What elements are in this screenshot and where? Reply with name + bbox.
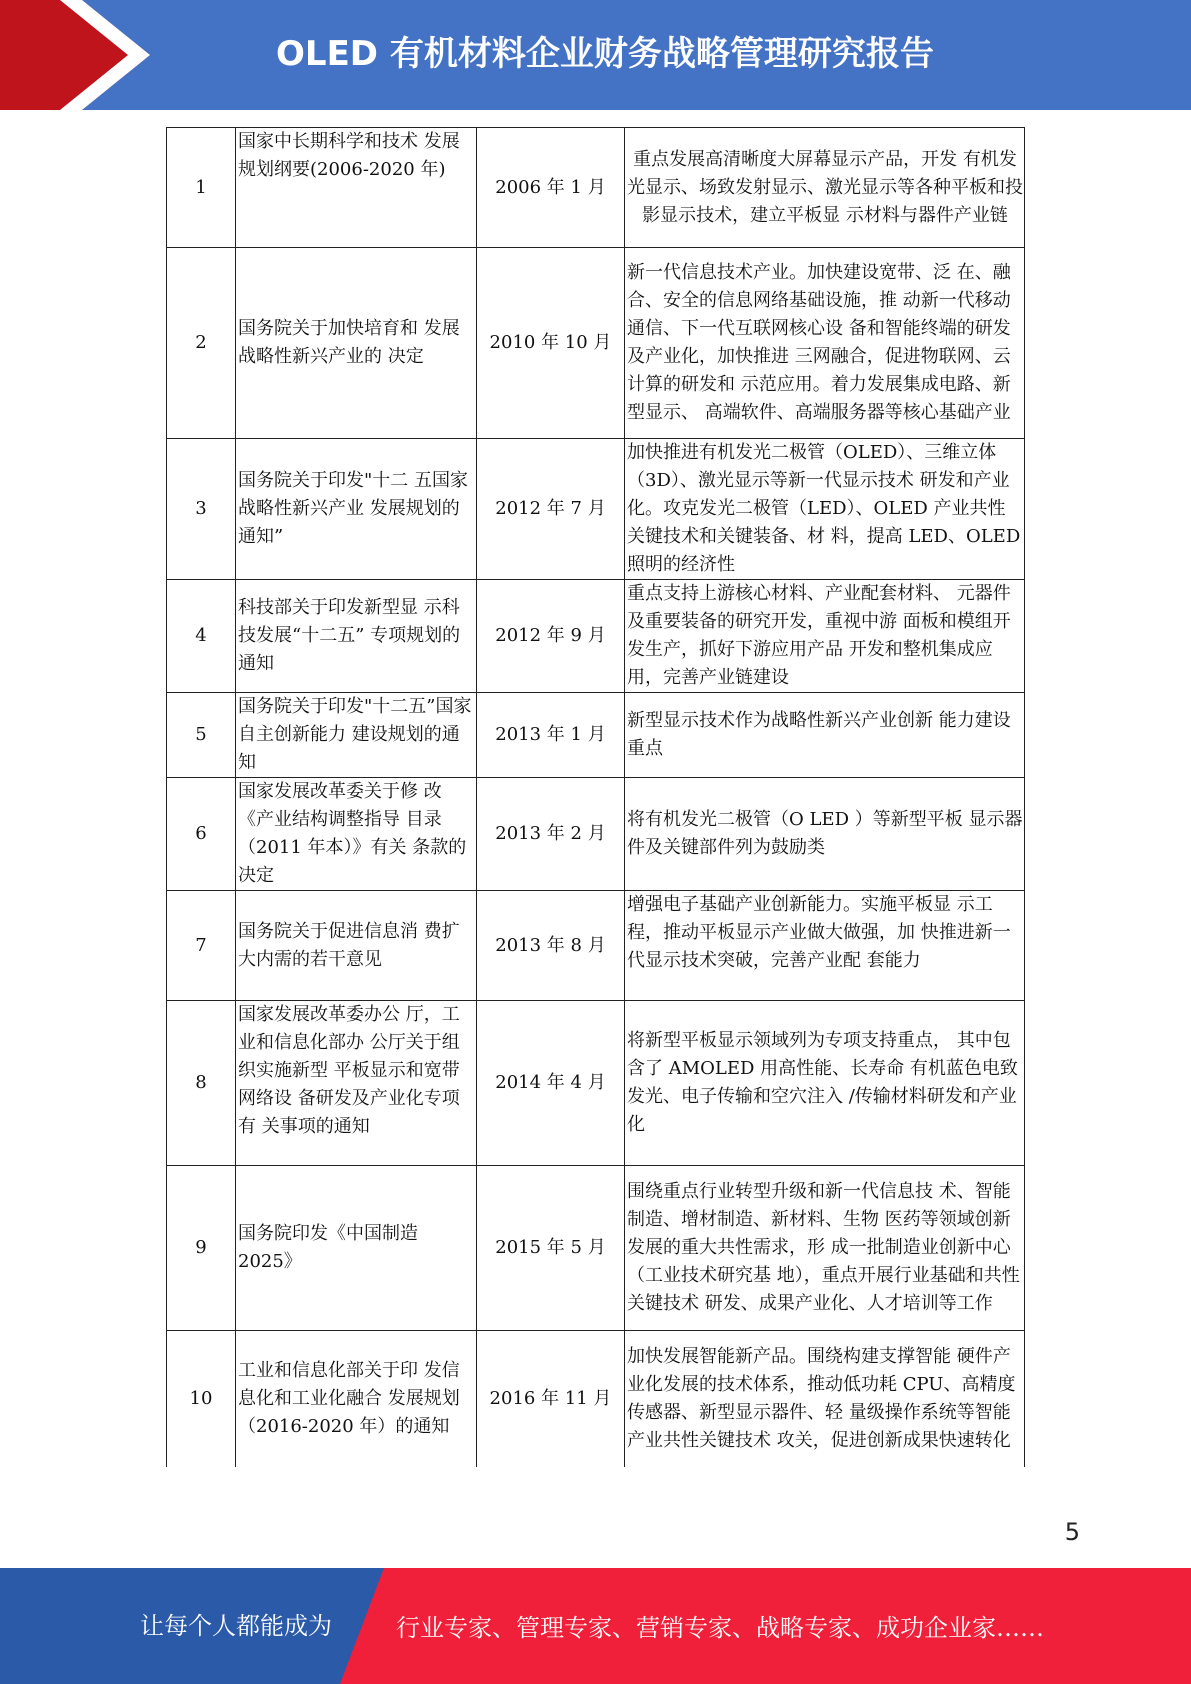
policy-content: 增强电子基础产业创新能力。实施平板显 示工程，推动平板显示产业做大做强，加 快推进新一代显示技术突破，完善产业配 套能力	[625, 891, 1025, 1001]
policy-name: 国务院关于印发"十二五”国家自主创新能力 建设规划的通知	[236, 693, 477, 778]
policy-content: 新型显示技术作为战略性新兴产业创新 能力建设重点	[625, 693, 1025, 778]
policy-name: 国务院关于加快培育和 发展战略性新兴产业的 决定	[236, 248, 477, 439]
table-row	[167, 778, 1025, 891]
policy-content: 将有机发光二极管（O LED ）等新型平板 显示器件及关键部件列为鼓励类	[625, 778, 1025, 891]
issue-date: 2013 年 8 月	[477, 891, 625, 1001]
table-row	[167, 891, 1025, 1001]
policy-content: 将新型平板显示领域列为专项支持重点， 其中包含了 AMOLED 用高性能、长寿命 有机蓝色电致发光、电子传输和空穴注入 /传输材料研发和产业化	[625, 1001, 1025, 1166]
policy-name: 国家发展改革委关于修 改《产业结构调整指导 目录（2011 年本）》有关 条款的决定	[236, 778, 477, 891]
policy-content: 围绕重点行业转型升级和新一代信息技 术、智能制造、增材制造、新材料、生物 医药等领域创新发展的重大共性需求，形 成一批制造业创新中心（工业技术研究基 地），重点开展行业基础和共性关键技术 研发、成果产业化、人才培训等工作	[625, 1166, 1025, 1331]
policy-table	[166, 127, 1025, 1467]
issue-date: 2010 年 10 月	[477, 248, 625, 439]
table-row	[167, 439, 1025, 580]
policy-content: 重点支持上游核心材料、产业配套材料、 元器件及重要装备的研究开发，重视中游 面板和模组开发生产，抓好下游应用产品 开发和整机集成应用，完善产业链建设	[625, 580, 1025, 693]
row-number: 1	[167, 128, 236, 248]
row-number: 4	[167, 580, 236, 693]
table-row	[167, 1001, 1025, 1166]
issue-date: 2016 年 11 月	[477, 1331, 625, 1467]
issue-date: 2006 年 1 月	[477, 128, 625, 248]
policy-content: 加快发展智能新产品。围绕构建支撑智能 硬件产业化发展的技术体系，推动低功耗 CPU、高精度传感器、新型显示器件、轻 量级操作系统等智能产业共性关键技术 攻关，促进创新成果快速转化	[625, 1331, 1025, 1467]
policy-name: 国务院关于印发"十二 五国家战略性新兴产业 发展规划的通知”	[236, 439, 477, 580]
row-number: 10	[167, 1331, 236, 1467]
table-row	[167, 693, 1025, 778]
page-footer	[0, 1568, 1191, 1684]
issue-date: 2015 年 5 月	[477, 1166, 625, 1331]
table-row	[167, 1166, 1025, 1331]
policy-content: 新一代信息技术产业。加快建设宽带、泛 在、融合、安全的信息网络基础设施，推 动新一代移动通信、下一代互联网核心设 备和智能终端的研发及产业化，加快推进 三网融合，促进物联网、云计算的研发和 示范应用。着力发展集成电路、新型显示、 高端软件、高端服务器等核心基础产业	[625, 248, 1025, 439]
policy-content: 重点发展高清晰度大屏幕显示产品，开发 有机发光显示、场致发射显示、激光显示等各种平板和投影显示技术，建立平板显 示材料与器件产业链	[625, 128, 1025, 248]
page-number: 5	[1064, 1518, 1080, 1546]
header-red-chevron	[0, 0, 150, 110]
row-number: 5	[167, 693, 236, 778]
issue-date: 2013 年 1 月	[477, 693, 625, 778]
table-row	[167, 128, 1025, 248]
row-number: 7	[167, 891, 236, 1001]
table-row	[167, 580, 1025, 693]
page-header	[0, 0, 1191, 110]
policy-content: 加快推进有机发光二极管（OLED）、三维立体（3D）、激光显示等新一代显示技术 研发和产业化。攻克发光二极管（LED）、OLED 产业共性关键技术和关键装备、材 料，提高 LED、OLED 照明的经济性	[625, 439, 1025, 580]
policy-name: 科技部关于印发新型显 示科技发展“十二五” 专项规划的通知	[236, 580, 477, 693]
row-number: 8	[167, 1001, 236, 1166]
report-title: OLED 有机材料企业财务战略管理研究报告	[276, 34, 934, 74]
policy-name: 国务院印发《中国制造 2025》	[236, 1166, 477, 1331]
policy-name: 国务院关于促进信息消 费扩大内需的若干意见	[236, 891, 477, 1001]
policy-name: 国家中长期科学和技术 发展规划纲要(2006-2020 年)	[236, 128, 477, 248]
footer-slogan-left: 让每个人都能成为	[140, 1612, 332, 1640]
issue-date: 2012 年 9 月	[477, 580, 625, 693]
table-row	[167, 1331, 1025, 1467]
row-number: 6	[167, 778, 236, 891]
issue-date: 2013 年 2 月	[477, 778, 625, 891]
issue-date: 2014 年 4 月	[477, 1001, 625, 1166]
footer-slogan-right: 行业专家、管理专家、营销专家、战略专家、成功企业家……	[396, 1614, 1044, 1642]
row-number: 9	[167, 1166, 236, 1331]
issue-date: 2012 年 7 月	[477, 439, 625, 580]
row-number: 2	[167, 248, 236, 439]
policy-name: 国家发展改革委办公 厅，工业和信息化部办 公厅关于组织实施新型 平板显示和宽带网络设 备研发及产业化专项有 关事项的通知	[236, 1001, 477, 1166]
policy-name: 工业和信息化部关于印 发信息化和工业化融合 发展规划（2016-2020 年）的通知	[236, 1331, 477, 1467]
table-row	[167, 248, 1025, 439]
row-number: 3	[167, 439, 236, 580]
